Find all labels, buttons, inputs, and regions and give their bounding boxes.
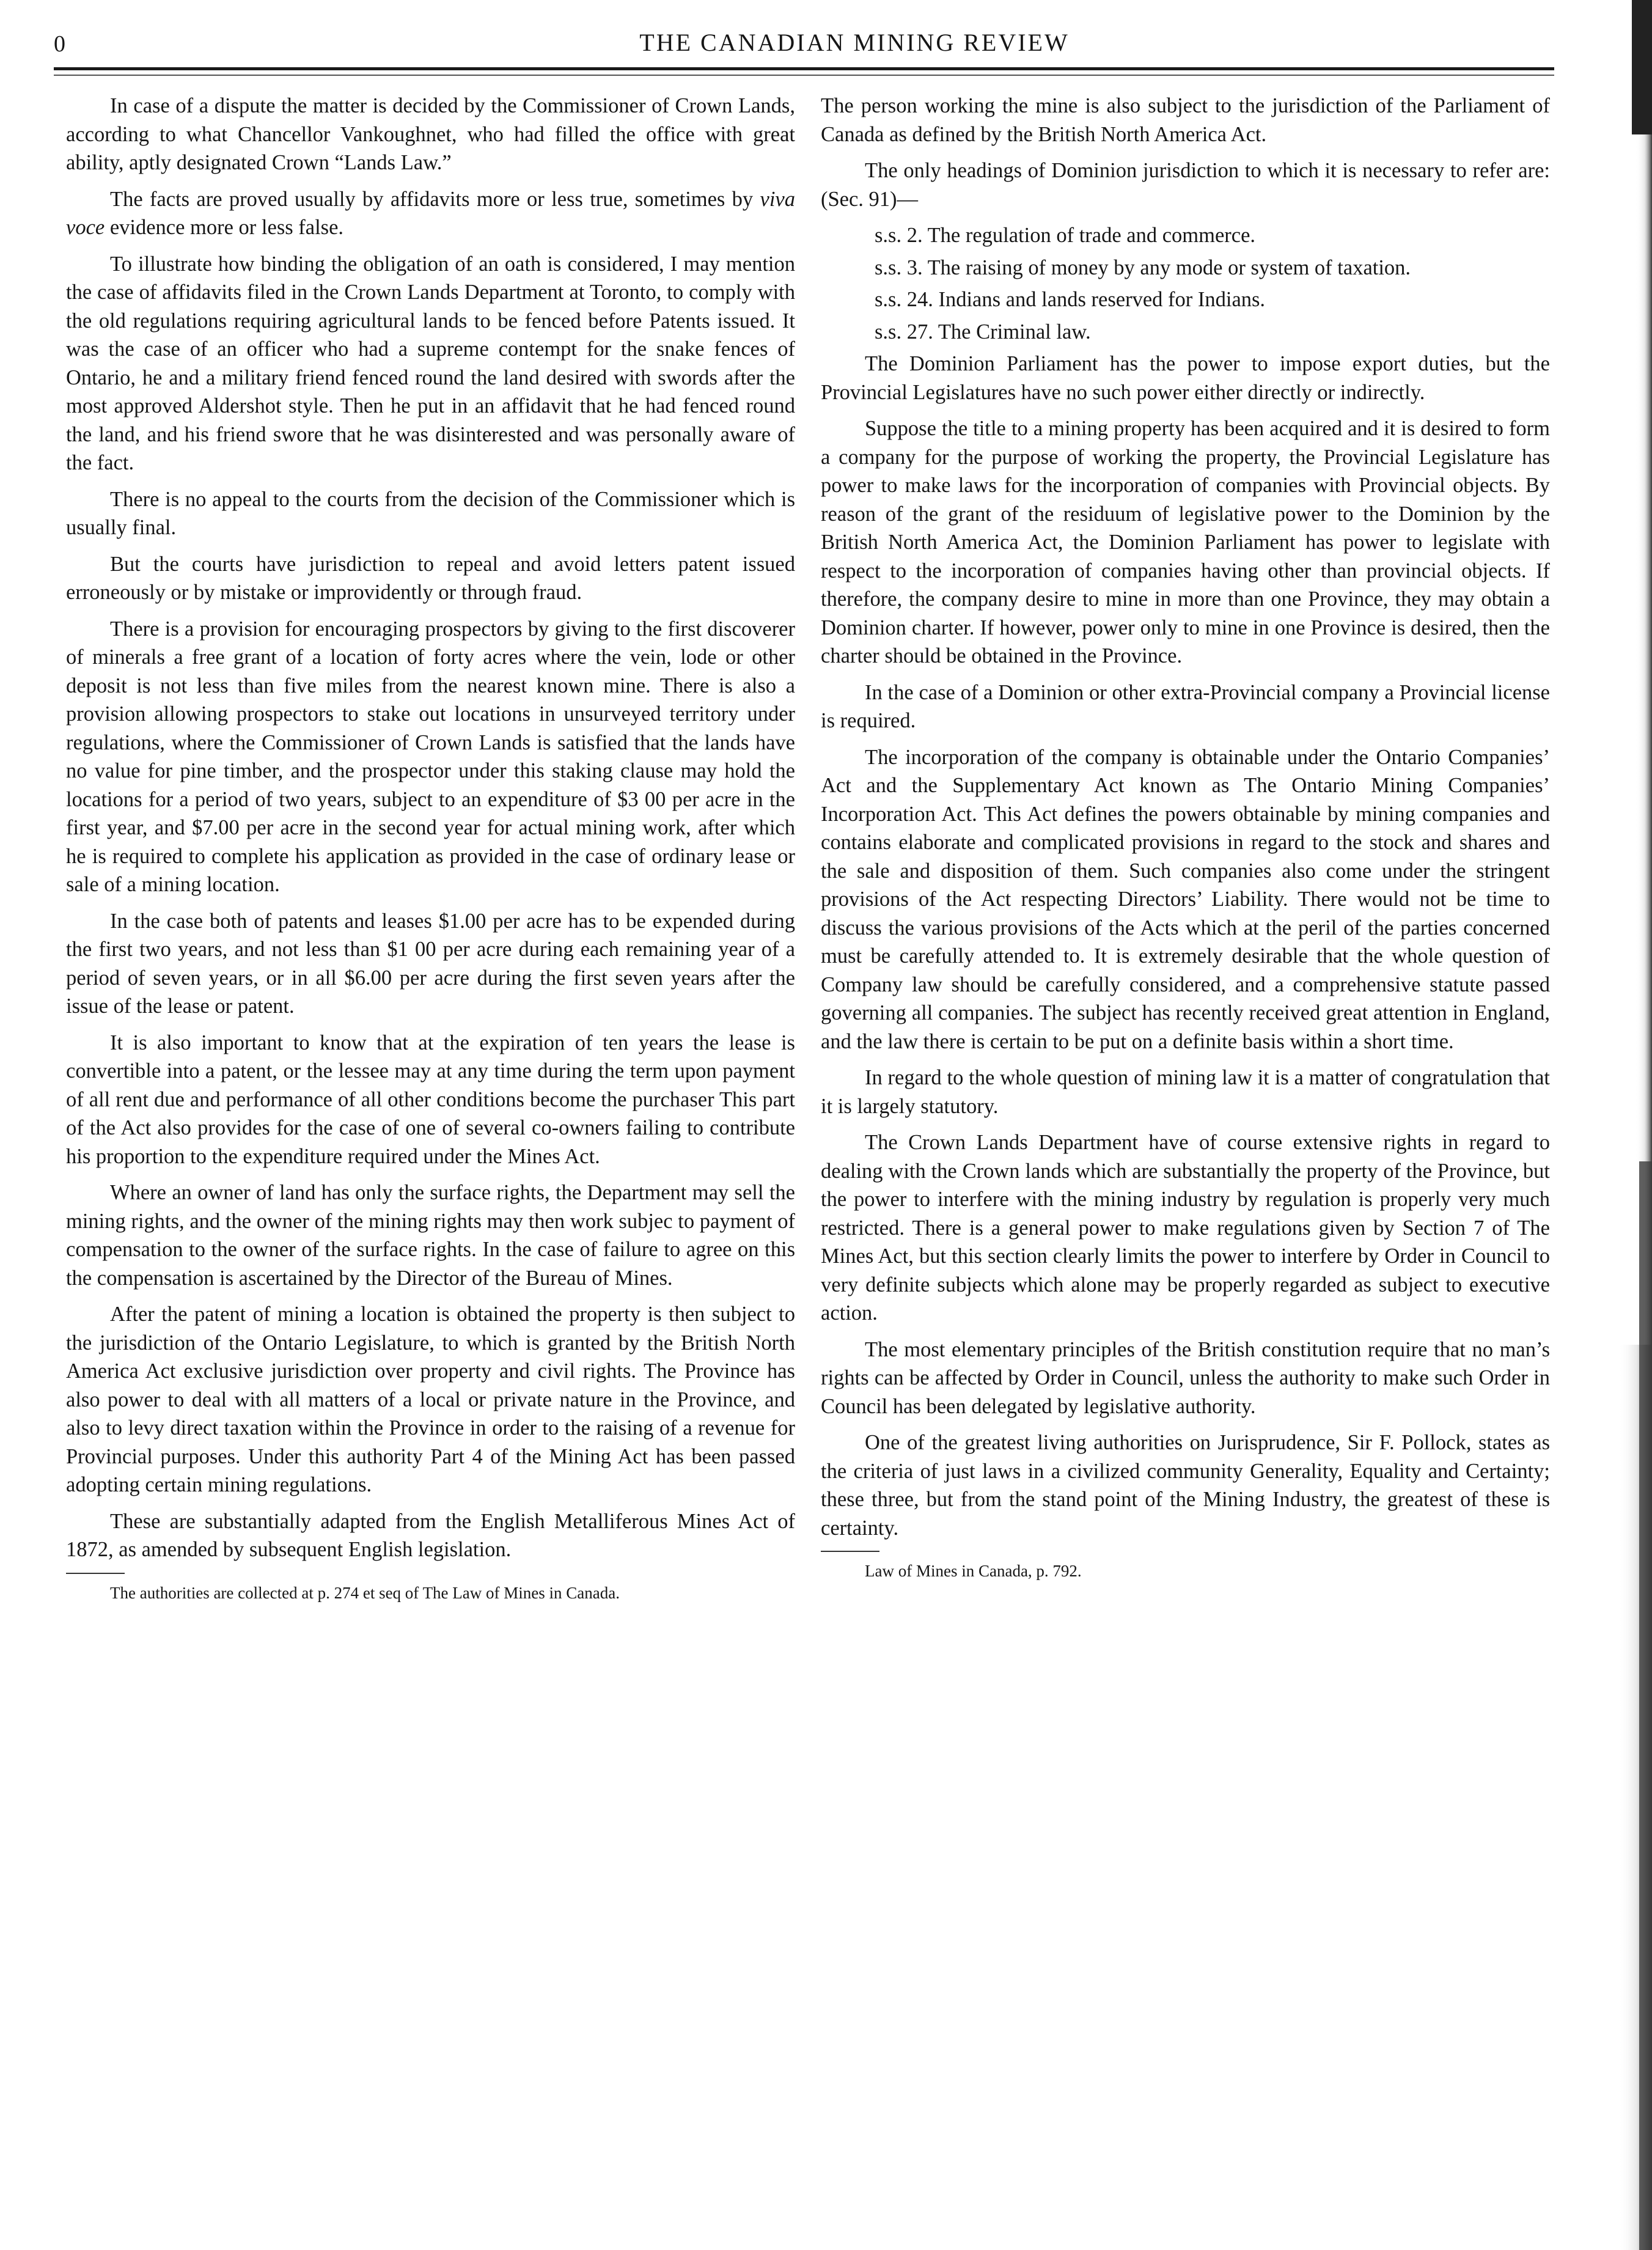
left-column: [66, 92, 795, 1611]
footnote-rule: [66, 1573, 125, 1574]
paragraph: Suppose the title to a mining property has been acquired and it is desired to form a company for the purpose of working the property, the Provincial Legislature has power to make laws for the incorporation of companies with Provincial objects. By reason of the grant of the residuum of legislative power to the Dominion by the British North America Act, the Dominion Parliament has power to legislate with respect to the incorporation of companies having other than provincial objects. If therefore, the company desire to mine in more than one Province, they may obtain a Dominion charter. If however, power only to mine in one Province is desired, then the charter should be obtained in the Province.: [821, 417, 1550, 667]
paragraph: After the patent of mining a location is obtained the property is then subject to the jurisdiction of the Ontario Legislature, to which is granted by the British North America Act exclusive jurisdiction over property and civil rights. The Province has also power to deal with all matters of a local or private nature in the Province, and also to levy direct taxation within the Province in order to the raising of a revenue for Provincial purposes. Under this authority Part 4 of the Mining Act has been passed adopting certain mining regulations.: [66, 1303, 795, 1496]
paragraph: The Dominion Parliament has the power to impose export duties, but the Provincial Legislatures have no such power either directly or indirectly.: [821, 352, 1550, 404]
paragraph: In case of a dispute the matter is decided by the Commissioner of Crown Lands, according to what Chancellor Vankoughnet, who had filled the office with great ability, aptly designated Crown “Lands Law.”: [66, 94, 795, 174]
paragraph: It is also important to know that at the expiration of ten years the lease is convertible into a patent, or the lessee may at any time during the term upon payment of all rent due and performance of all other conditions become the purchaser This part of the Act also provides for the case of one of several co-owners failing to contribute his proportion to the expenditure required under the Mines Act.: [66, 1031, 795, 1168]
journal-title: THE CANADIAN MINING REVIEW: [639, 29, 1070, 56]
paragraph: One of the greatest living authorities on Jurisprudence, Sir F. Pollock, states as the criteria of just laws in a civilized community Generality, Equality and Certainty; these three, but from the stand point of the Mining Industry, the greatest of these is certainty.: [821, 1431, 1550, 1540]
page-header: [54, 26, 1563, 68]
list-item: s.s. 3. The raising of money by any mode or system of taxation.: [875, 256, 1411, 279]
paragraph: In the case both of patents and leases $1.00 per acre has to be expended during the first two years, and not less than $1 00 per acre during each remaining year of a period of seven years, or in all $6.00 per acre during the first seven years after the issue of the lease or patent.: [66, 909, 795, 1018]
paragraph: The only headings of Dominion jurisdiction to which it is necessary to refer are: (Sec. 91)—: [821, 159, 1550, 211]
paragraph: The Crown Lands Department have of course extensive rights in regard to dealing with the Crown lands which are substantially the property of the Province, but the power to interfere with the mining industry by regulation is properly very much restricted. There is a general power to make regulations given by Section 7 of The Mines Act, but this section clearly limits the power to interfere by Order in Council to very definite subjects which alone may be properly regarded as subject to executive action.: [821, 1131, 1550, 1325]
paragraph-text: evidence more or less false.: [109, 216, 344, 239]
paragraph-text: The facts are proved usually by affidavits more or less true, sometimes by: [110, 187, 754, 211]
paragraph: There is a provision for encouraging prospectors by giving to the first discoverer of minerals a free grant of a location of forty acres where the vein, lode or other deposit is not less than five miles from the nearest known mine. There is also a provision allowing prospectors to stake out locations in unsurveyed territory under regulations, where the Commissioner of Crown Lands is satisfied that the lands have no value for pine timber, and the prospector under this staking clause may hold the locations for a period of two years, subject to an expenditure of $3 00 per acre in the first year, and $7.00 per acre in the second year for actual mining work, after which he is required to complete his application as provided in the case of ordinary lease or sale of a mining location.: [66, 617, 795, 896]
list-item: s.s. 2. The regulation of trade and commerce.: [875, 224, 1256, 247]
footnote: Law of Mines in Canada, p. 792.: [865, 1562, 1082, 1580]
paragraph: [66, 185, 795, 242]
paragraph: In the case of a Dominion or other extra-Provincial company a Provincial license is required.: [821, 680, 1550, 732]
page-number: 0: [54, 31, 66, 57]
right-column: [821, 92, 1550, 1589]
paragraph: These are substantially adapted from the English Metalliferous Mines Act of 1872, as amended by subsequent English legislation.: [66, 1509, 795, 1561]
paragraph: The person working the mine is also subject to the jurisdiction of the Parliament of Canada as defined by the British North America Act.: [821, 94, 1550, 146]
paragraph: Where an owner of land has only the surface rights, the Department may sell the mining rights, and the owner of the mining rights may then work subjec to payment of compensation to the owner of the surface rights. In the case of failure to agree on this the compensation is ascertained by the Director of the Bureau of Mines.: [66, 1181, 795, 1290]
paragraph: In regard to the whole question of mining law it is a matter of congratulation that it is largely statutory.: [821, 1066, 1550, 1118]
paragraph: The most elementary principles of the British constitution require that no man’s rights can be affected by Order in Council, unless the authority to make such Order in Council has been delegated by legislative authority.: [821, 1337, 1550, 1418]
paragraph: But the courts have jurisdiction to repeal and avoid letters patent issued erroneously or by mistake or improvidently or through fraud.: [66, 552, 795, 604]
scan-binding-edge: [1576, 0, 1652, 2250]
paragraph: To illustrate how binding the obligation of an oath is considered, I may mention the case of affidavits filed in the Crown Lands Department at Toronto, to comply with the old regulations requiring agricultural lands to be fenced before Patents issued. It was the case of an officer who had a supreme contempt for the snake fences of Ontario, he and a military friend fenced round the land desired with swords after the most approved Aldershot style. Then he put in an affidavit that he had fenced round the land, and his friend swore that he was disinterested and was personally aware of the fact.: [66, 252, 795, 474]
footnote-rule: [821, 1551, 879, 1552]
header-rule-thick: [54, 67, 1554, 70]
footnote: The authorities are collected at p. 274 et seq of The Law of Mines in Canada.: [110, 1583, 620, 1602]
list-item: s.s. 27. The Criminal law.: [875, 320, 1091, 344]
header-rule-thin: [54, 75, 1554, 76]
list-item: s.s. 24. Indians and lands reserved for Indians.: [875, 288, 1266, 311]
paragraph: The incorporation of the company is obtainable under the Ontario Companies’ Act and the Supplementary Act known as The Ontario Mining Companies’ Incorporation Act. This Act defines the powers obtainable by mining companies and contains elaborate and complicated provisions in regard to the stock and shares and the sale and disposition of them. Such companies also come under the stringent provisions of the Act respecting Directors’ Liability. There would not be time to discuss the various provisions of the Acts which at the peril of the parties concerned must be carefully attended to. It is extremely desirable that the whole question of Company law should be carefully considered, and a comprehensive statute passed governing all companies. The subject has recently received great attention in England, and the law there is certain to be put on a definite basis within a short time.: [821, 745, 1550, 1053]
paragraph: There is no appeal to the courts from the decision of the Commissioner which is usually final.: [66, 487, 795, 539]
latin-phrase: viva voce: [66, 187, 795, 239]
